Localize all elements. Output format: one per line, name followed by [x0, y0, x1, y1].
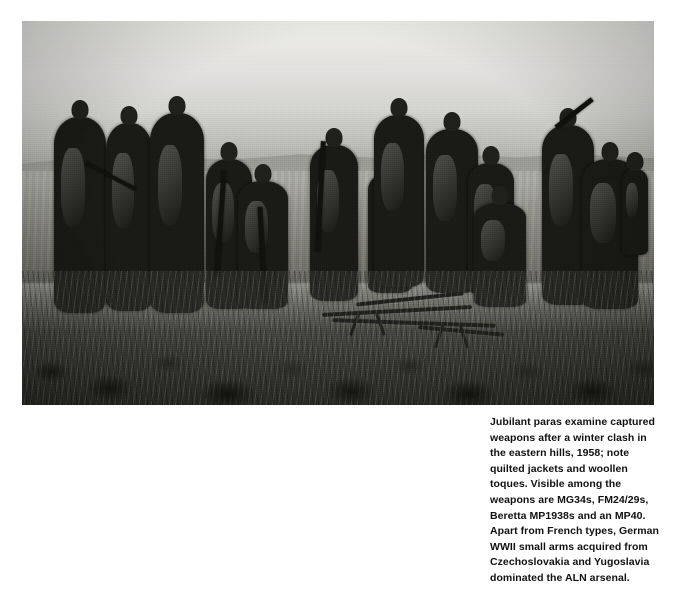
- historical-photograph: [22, 21, 654, 405]
- photograph-frame: [22, 21, 654, 405]
- soldier-figure: [622, 169, 648, 255]
- photo-caption: Jubilant paras examine captured weapons after a winter clash in the eastern hills, 1958; note quilted jackets and woollen toques. Visible among the weapons are MG34s, FM24/29s, Beretta MP1938s and an MP40. Apart from French types, German WWII small arms acquired from Czechoslovakia and Yugoslavia dominated the ALN arsenal.: [490, 416, 660, 584]
- soldier-figure: [374, 115, 424, 287]
- foreground-scrub: [22, 271, 654, 405]
